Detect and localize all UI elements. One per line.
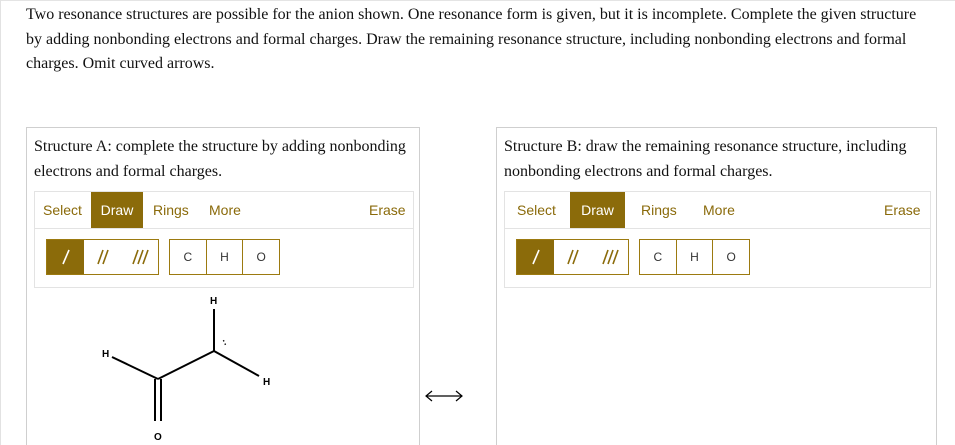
more-tool[interactable]: More [209, 202, 241, 218]
draw-tool[interactable]: Draw [91, 192, 143, 228]
more-tool[interactable]: More [703, 202, 735, 218]
double-bond-icon [95, 249, 111, 265]
resonance-arrow-icon [424, 388, 464, 404]
double-bond-button[interactable] [554, 240, 591, 274]
question-text: Two resonance structures are possible for the anion shown. One resonance form is given, but it is incomplete. Complete the given structure by adding nonbonding electrons and formal charges. Draw the remaining resonance structure, including nonbonding electrons and formal charges. Omit curved arrows. [26, 6, 917, 72]
top-rule [0, 0, 955, 1]
bond-buttons [46, 239, 159, 275]
select-tool[interactable]: Select [43, 202, 82, 218]
oxygen-atom-button[interactable]: O [242, 240, 279, 274]
atom-buttons [169, 239, 280, 275]
oxygen-atom-button[interactable]: O [712, 240, 749, 274]
structure-a-title: Structure A: complete the structure by adding nonbonding electrons and formal charges. [34, 138, 406, 180]
structure-a-canvas[interactable] [27, 288, 419, 445]
triple-bond-button[interactable] [121, 240, 158, 274]
bond-buttons [516, 239, 629, 275]
frame-edge [0, 0, 3, 445]
triple-bond-icon [601, 249, 619, 265]
structure-b-palette [504, 229, 931, 288]
lone-pair-dots: : [220, 336, 229, 349]
single-bond-button[interactable] [47, 240, 84, 274]
molecule-bonds [27, 288, 421, 445]
erase-tool[interactable]: Erase [369, 202, 406, 218]
structure-b-title: Structure B: draw the remaining resonance structure, including nonbonding electrons and formal charges. [504, 138, 907, 180]
erase-tool[interactable]: Erase [884, 202, 921, 218]
structure-a-palette [34, 229, 414, 288]
single-bond-button[interactable] [517, 240, 554, 274]
structure-b-canvas[interactable] [497, 288, 936, 445]
rings-tool[interactable]: Rings [641, 202, 677, 218]
structure-a-toolbar [34, 191, 414, 229]
carbon-atom-button[interactable]: C [653, 250, 663, 264]
single-bond-icon [529, 249, 543, 265]
hydrogen-top-label: H [210, 296, 218, 307]
oxygen-label: O [154, 432, 162, 443]
structure-b-panel [496, 127, 937, 445]
carbon-atom-button[interactable]: C [183, 250, 193, 264]
single-bond-icon [59, 249, 73, 265]
hydrogen-right-label: H [263, 377, 271, 388]
triple-bond-icon [131, 249, 149, 265]
select-tool[interactable]: Select [517, 202, 556, 218]
structure-b-toolbar [504, 191, 931, 229]
double-bond-button[interactable] [84, 240, 121, 274]
structure-a-panel [26, 127, 420, 445]
atom-buttons [639, 239, 750, 275]
triple-bond-button[interactable] [591, 240, 628, 274]
rings-tool[interactable]: Rings [153, 202, 189, 218]
hydrogen-atom-button[interactable]: H [676, 240, 713, 274]
draw-tool[interactable]: Draw [570, 192, 625, 228]
hydrogen-left-label: H [102, 349, 110, 360]
hydrogen-atom-button[interactable]: H [206, 240, 243, 274]
double-bond-icon [565, 249, 581, 265]
